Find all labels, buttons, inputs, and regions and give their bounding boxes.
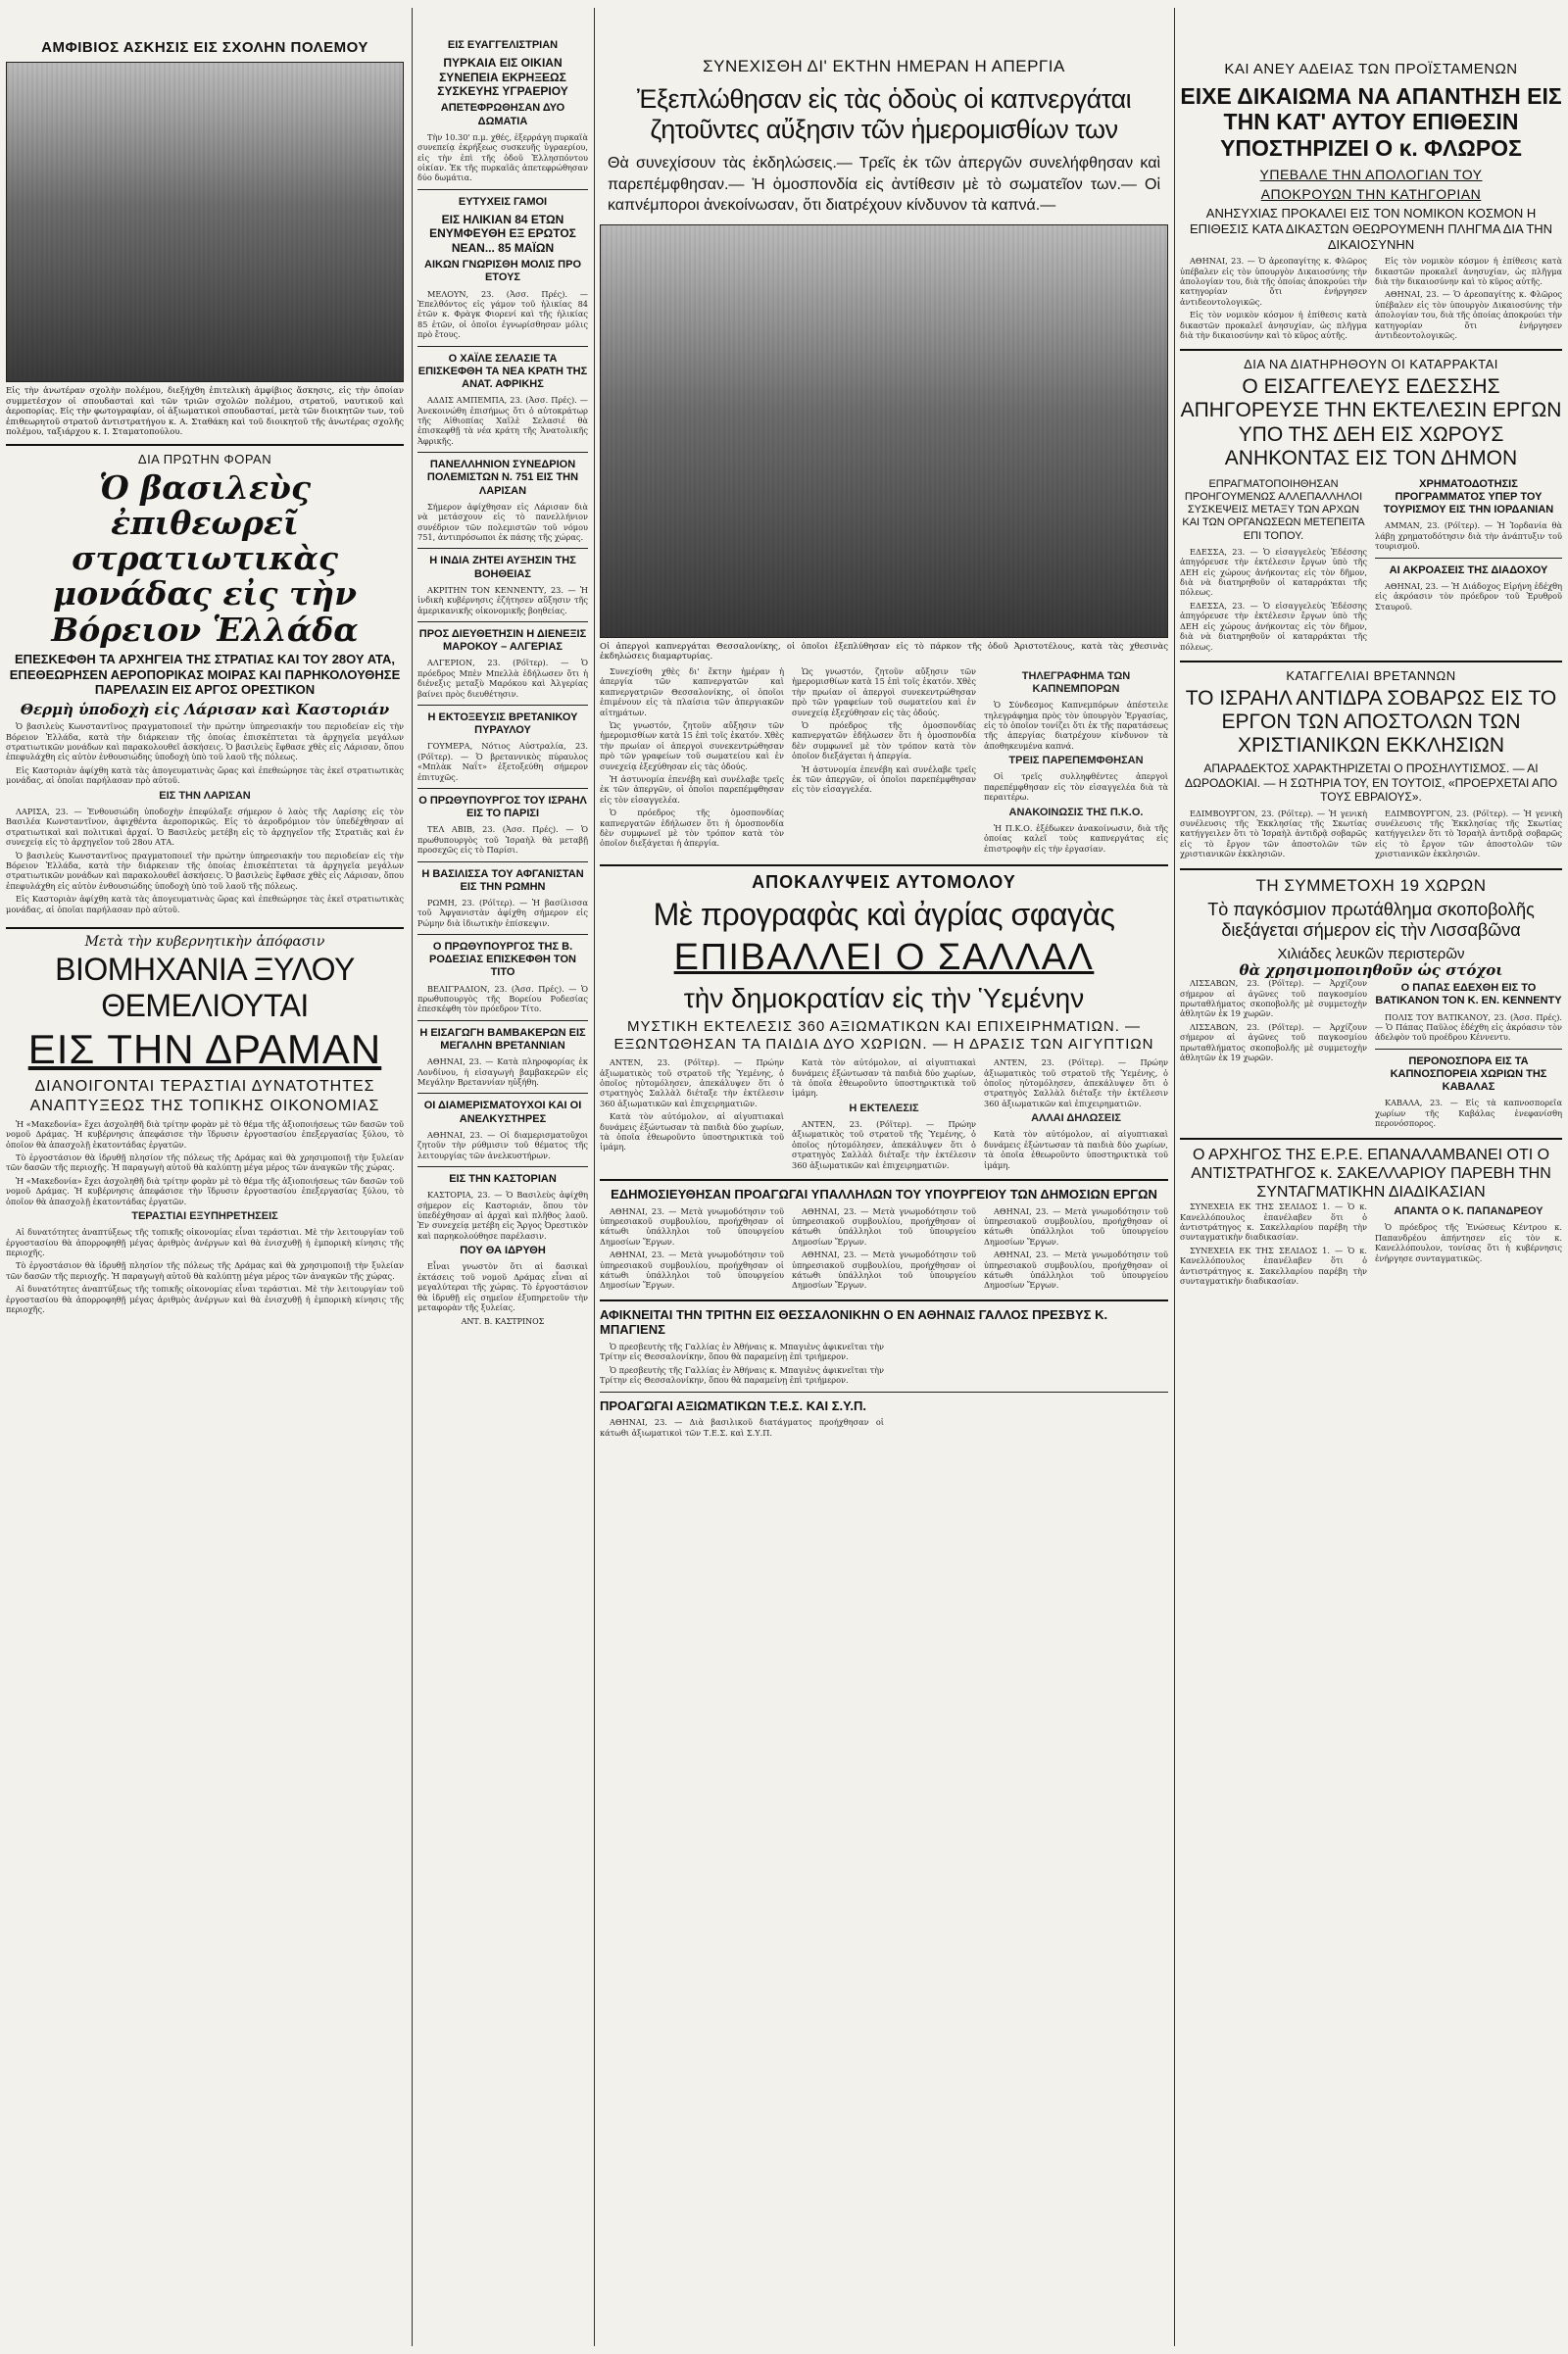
headline-ambassador: ΑΦΙΚΝΕΙΤΑΙ ΤΗΝ ΤΡΙΤΗΝ ΕΙΣ ΘΕΣΣΑΛΟΝΙΚΗΝ Ο ΕΝ ΑΘΗΝΑΙΣ ΓΑΛΛΟΣ ΠΡΕΣΒΥΣ Κ. ΜΠΑΓΙΕΝΣ — [600, 1306, 1108, 1338]
headline: ΕΙΣ ΗΛΙΚΙΑΝ 84 ΕΤΩΝ ΕΝΥΜΦΕΥΘΗ ΕΞ ΕΡΩΤΟΣ ΝΕΑΝ... 85 ΜΑΪΩΝ — [429, 212, 576, 255]
headline: Η ΕΙΣΑΓΩΓΗ ΒΑΜΒΑΚΕΡΩΝ ΕΙΣ ΜΕΓΑΛΗΝ ΒΡΕΤΑΝΝΙΑΝ — [419, 1026, 586, 1053]
deck: ΑΠΟΚΡΟΥΩΝ ΤΗΝ ΚΑΤΗΓΟΡΙΑΝ — [1260, 186, 1482, 203]
kicker-strike: ΣΥΝΕΧΙΣΘΗ ΔΙ' ΕΚΤΗΝ ΗΜΕΡΑΝ Η ΑΠΕΡΓΙΑ — [703, 57, 1065, 75]
article-text: ΓΟΥΜΕΡΑ, Νότιος Αὐστραλία, 23. (Ρόϊτερ). — Ὁ βρεταννικὸς πύραυλος «Μπλὰκ Ναΐτ» ἐξετοξεύθη σήμερον ἐπιτυχῶς. — [417, 741, 588, 782]
news-photo-military-school — [6, 62, 404, 382]
article-text: ΑΝΤΕΝ, 23. (Ρόϊτερ). — Πρώην ἀξιωματικὸς τοῦ στρατοῦ τῆς Ὑεμένης, ὁ ὁποῖος ηὐτομόλησεν, ἀπεκάλυψεν ὅτι ὁ στρατηγὸς Σαλλὰλ διέταξε τὴν ἐκτέλεσιν 360 ἀξιωματικῶν καὶ ἐπιχειρηματιῶν. — [792, 1118, 976, 1170]
kicker-shooting: ΤΗ ΣΥΜΜΕΤΟΧΗ 19 ΧΩΡΩΝ — [1255, 875, 1487, 895]
headline: Ο ΠΡΩΘΥΠΟΥΡΓΟΣ ΤΗΣ Β. ΡΟΔΕΣΙΑΣ ΕΠΙΣΚΕΦΘΗ ΤΟΝ ΤΙΤΟ — [429, 941, 576, 979]
article-text: Ἡ ἀστυνομία ἐπενέβη καὶ συνέλαβε τρεῖς ἐκ τῶν ἀπεργῶν, οἱ ὁποῖοι παρεπέμφθησαν εἰς τὸν εἰσαγγελέα. — [792, 763, 976, 795]
article-text: Ὡς γνωστόν, ζητοῦν αὔξησιν τῶν ἡμερομισθίων κατὰ 15 ἐπὶ τοῖς ἑκατόν. Χθὲς τὴν πρωίαν οἱ ἀπεργοὶ συνεκεντρώθησαν πρὸ τῶν γραφείων τοῦ σωματείου καὶ ἐν συνεχείᾳ ἐξεχύθησαν εἰς τὰς ὁδούς. — [792, 665, 976, 717]
deck: ΑΝΗΣΥΧΙΑΣ ΠΡΟΚΑΛΕΙ ΕΙΣ ΤΟΝ ΝΟΜΙΚΟΝ ΚΟΣΜΟΝ Η ΕΠΙΘΕΣΙΣ ΚΑΤΑ ΔΙΚΑΣΤΩΝ ΘΕΩΡΟΥΜΕΝΗ ΠΛΗΓΜΑ ΔΙΑ ΤΗΝ ΔΙΚΑΙΟΣΥΝΗΝ — [1189, 206, 1553, 252]
article-text: Σήμερον ἀφίχθησαν εἰς Λάρισαν διὰ νὰ μετάσχουν εἰς τὸ πανελλήνιον συνέδριον τῶν πολεμιστῶν τοῦ νόμου 751, ἀντιπρόσωποι ἐκ πάσης τῆς χώρας. — [417, 501, 588, 542]
article-text: ΑΘΗΝΑΙ, 23. — Μετὰ γνωμοδότησιν τοῦ ὑπηρεσιακοῦ συμβουλίου, προήχθησαν οἱ κάτωθι ὑπάλληλοι τοῦ ὑπουργείου Δημοσίων Ἔργων. — [792, 1250, 976, 1291]
headline: Η ΙΝΔΙΑ ΖΗΤΕΙ ΑΥΞΗΣΙΝ ΤΗΣ ΒΟΗΘΕΙΑΣ — [429, 555, 576, 580]
section-label: ΠΟΥ ΘΑ ΙΔΡΥΘΗ — [460, 1245, 546, 1257]
column-3 — [600, 0, 1168, 2354]
article-text: ΑΘΗΝΑΙ, 23. — Οἱ διαμερισματοῦχοι ζητοῦν τὴν ρύθμισιν τοῦ θέματος τῆς λειτουργίας τῶν ἀνελκυστήρων. — [417, 1129, 588, 1160]
article-text: ΑΘΗΝΑΙ, 23. — Μετὰ γνωμοδότησιν τοῦ ὑπηρεσιακοῦ συμβουλίου, προήχθησαν οἱ κάτωθι ὑπάλληλοι τοῦ ὑπουργείου Δημοσίων Ἔργων. — [792, 1205, 976, 1247]
column-1 — [6, 0, 404, 2354]
photo-caption: Εἰς τὴν ἀνωτέραν σχολὴν πολέμου, διεξήχθη ἐπιτελικὴ ἀμφίβιος ἄσκησις, εἰς τὴν ὁποίαν συμμετέσχον οἱ σπουδασταὶ καὶ τῶν τριῶν σχολῶν πολέμου, στρατοῦ, ναυτικοῦ καὶ ἀεροπορίας. Εἰς τὴν φωτογραφίαν, οἱ ἀξιωματικοὶ σπουδασταί, μετὰ τῶν διοικητῶν των, τοῦ ἐπιθεωρητοῦ στρατοῦ ἀντιστρατήγου κ. Α. Σταθάκη καὶ τοῦ διοικητοῦ τῆς ἀνωτέρας σχολῆς πολέμου, ταξιάρχου κ. Ι. Σταματοπούλου. — [6, 386, 404, 437]
article-text: Τὸ ἐργοστάσιον θὰ ἱδρυθῇ πλησίον τῆς πόλεως τῆς Δράμας καὶ θὰ χρησιμοποιῇ τὴν ξυλείαν τῶν δασῶν τῆς περιοχῆς. Ἡ παραγωγὴ αὐτοῦ θὰ καλύπτῃ μέγα μέρος τῶν ἀναγκῶν τῆς χώρας. — [6, 1152, 404, 1173]
article-text: ΑΔΔΙΣ ΑΜΠΕΜΠΑ, 23. (Ἀσσ. Πρές). — Ἀνεκοινώθη ἐπισήμως ὅτι ὁ αὐτοκράτωρ τῆς Αἰθιοπίας Χαϊλὲ Σελασιέ θὰ ἐπισκεφθῇ τὰ νέα κράτη τῆς Ἀνατολικῆς Ἀφρικῆς. — [417, 395, 588, 446]
headline: ΠΕΡΟΝΟΣΠΟΡΑ ΕΙΣ ΤΑ ΚΑΠΝΟΣΠΟΡΕΙΑ ΧΩΡΙΩΝ ΤΗΣ ΚΑΒΑΛΑΣ — [1390, 1054, 1547, 1094]
headline-officers: ΠΡΟΑΓΩΓΑΙ ΑΞΙΩΜΑΤΙΚΩΝ Τ.Ε.Σ. ΚΑΙ Σ.Υ.Π. — [600, 1398, 866, 1413]
subhead-reception: Θερμὴ ὑποδοχὴ εἰς Λάρισαν καὶ Καστοριάν — [20, 700, 390, 718]
headline: Η ΕΚΤΟΞΕΥΣΙΣ ΒΡΕΤΑΝΙΚΟΥ ΠΥΡΑΥΛΟΥ — [427, 711, 578, 737]
headline-king: Ὁ βασιλεὺς ἐπιθεωρεῖ στρατιωτικὰς μονάδας εἰς τὴν Βόρειον Ἑλλάδα — [51, 467, 359, 649]
article-text: Ὁ πρόεδρος τῆς Ἑνώσεως Κέντρου κ. Παπανδρέου ἀπήντησεν εἰς τὸν κ. Κανελλόπουλον, τονίσας ὅτι ἡ κυβέρνησις ἐνήργησε συνταγματικῶς. — [1375, 1222, 1562, 1263]
article-text: ΑΘΗΝΑΙ, 23. — Μετὰ γνωμοδότησιν τοῦ ὑπηρεσιακοῦ συμβουλίου, προήχθησαν οἱ κάτωθι ὑπάλληλοι τοῦ ὑπουργείου Δημοσίων Ἔργων. — [600, 1250, 784, 1291]
article-text: Εἰς τὸν νομικὸν κόσμον ἡ ἐπίθεσις κατὰ δικαστῶν προκαλεῖ ἀνησυχίαν, ὡς πλῆγμα διὰ τὴν δικαιοσύνην καὶ τὸ κῦρος αὐτῆς. — [1180, 310, 1367, 340]
kicker-british: ΚΑΤΑΓΓΕΛΙΑΙ ΒΡΕΤΑΝΝΩΝ — [1286, 667, 1456, 683]
headline: ΟΙ ΔΙΑΜΕΡΙΣΜΑΤΟΥΧΟΙ ΚΑΙ ΟΙ ΑΝΕΛΚΥΣΤΗΡΕΣ — [423, 1100, 582, 1125]
article-text: ΕΔΕΣΣΑ, 23. — Ὁ εἰσαγγελεὺς Ἐδέσσης ἀπηγόρευσε τὴν ἐκτέλεσιν ἔργων ὑπὸ τῆς ΔΕΗ εἰς χώρους ἀνήκοντας εἰς τὸν δῆμον, διὰ νὰ διατηρηθοῦν οἱ καταρράκται τῆς πόλεως. — [1180, 546, 1367, 598]
article-text: Ἡ Π.Κ.Ο. ἐξέδωκεν ἀνακοίνωσιν, διὰ τῆς ὁποίας καλεῖ τοὺς καπνεργάτας εἰς ἐπιστροφὴν εἰς τὴν ἐργασίαν. — [984, 822, 1168, 854]
news-photo-tobacco-strike — [600, 224, 1168, 638]
article-text: ΑΘΗΝΑΙ, 23. — Ὁ ἀρεοπαγίτης κ. Φλῶρος ὑπέβαλεν εἰς τὸν ὑπουργὸν Δικαιοσύνης τὴν ἀπολογίαν του, διὰ τῆς ὁποίας ἀποκρούει τὴν κατηγορίαν ὅτι ἐνήργησεν ἀντιδεοντολογικῶς. — [1375, 289, 1562, 340]
column-4 — [1180, 0, 1562, 2354]
article-text: Ὁ βασιλεὺς Κωνσταντῖνος πραγματοποιεῖ τὴν πρώτην ὑπηρεσιακήν του περιοδείαν εἰς τὴν Βόρειον Ἑλλάδα, κατὰ τὴν διάρκειαν τῆς ὁποίας ἐπισκέπτεται τὰ ἀρχηγεῖα μεγάλων στρατιωτικῶν μονάδων καὶ παρακολουθεῖ ἀσκήσεις. Ὁ βασιλεὺς ἔφθασε χθὲς εἰς Λάρισαν, ὅπου ἐπεφυλάχθη εἰς αὐτὸν ἐνθουσιώδης ὑποδοχὴ ὑπὸ τοῦ λαοῦ τῆς πόλεως. — [6, 850, 404, 891]
subhead: ΑΠΕΤΕΦΡΩΘΗΣΑΝ ΔΥΟ ΔΩΜΑΤΙΑ — [440, 102, 565, 127]
column-2 — [417, 0, 588, 2354]
headline: Η ΒΑΣΙΛΙΣΣΑ ΤΟΥ ΑΦΓΑΝΙΣΤΑΝ ΕΙΣ ΤΗΝ ΡΩΜΗΝ — [421, 867, 584, 893]
headline-ere: Ο ΑΡΧΗΓΟΣ ΤΗΣ Ε.Ρ.Ε. ΕΠΑΝΑΛΑΜΒΑΝΕΙ ΟΤΙ Ο ΑΝΤΙΣΤΡΑΤΗΓΟΣ κ. ΣΑΚΕΛΛΑΡΙΟΥ ΠΑΡΕΒΗ ΤΗΝ ΣΥΝΤΑΓΜΑΤΙΚΗΝ ΔΙΑΔΙΚΑΣΙΑΝ — [1191, 1146, 1551, 1201]
deck: ΥΠΕΒΑΛΕ ΤΗΝ ΑΠΟΛΟΓΙΑΝ ΤΟΥ — [1259, 167, 1483, 183]
article-text: ΑΛΓΕΡΙΟΝ, 23. (Ρόϊτερ). — Ὁ πρόεδρος Μπὲν Μπελλὰ ἐδήλωσεν ὅτι ἡ διένεξις μεταξὺ Μαρόκου καὶ Ἀλγερίας βαίνει πρὸς διευθέτησιν. — [417, 658, 588, 699]
headline-strike: Ἐξεπλώθησαν εἰς τὰς ὁδοὺς οἱ καπνεργάται ζητοῦντες αὔξησιν τῶν ἡμερομισθίων των — [636, 84, 1132, 145]
article-text: ΑΘΗΝΑΙ, 23. — Μετὰ γνωμοδότησιν τοῦ ὑπηρεσιακοῦ συμβουλίου, προήχθησαν οἱ κάτωθι ὑπάλληλοι τοῦ ὑπουργείου Δημοσίων Ἔργων. — [984, 1250, 1168, 1291]
article-text: ΜΕΛΟΥΝ, 23. (Ἀσσ. Πρές). — Ἐπελθόντος εἰς γάμον τοῦ ἠλικίας 84 ἐτῶν κ. Φρὰγκ Φιορενί καὶ τῆς ἡλικίας 85 ἐτῶν, οἱ ὁποῖοι ἐγνωρίσθησαν μόλις πρὸ ἔτους. — [417, 288, 588, 340]
headline-yemen-c: τὴν δημοκρατίαν εἰς τὴν Ὑεμένην — [683, 983, 1085, 1014]
article-text: Ὡς γνωστόν, ζητοῦν αὔξησιν τῶν ἡμερομισθίων κατὰ 15 ἐπὶ τοῖς ἑκατόν. Χθὲς τὴν πρωίαν οἱ ἀπεργοὶ συνεκεντρώθησαν πρὸ τῶν γραφείων τοῦ σωματείου καὶ ἐν συνεχείᾳ ἐξεχύθησαν εἰς τὰς ὁδούς. — [600, 719, 784, 771]
article-text: Ὁ πρεσβευτὴς τῆς Γαλλίας ἐν Ἀθήναις κ. Μπαγιὲνς ἀφικνεῖται τὴν Τρίτην εἰς Θεσσαλονίκην, ὅπου θὰ παραμείνῃ ἐπὶ τριήμερον. — [600, 1341, 884, 1362]
article-text: ΣΥΝΕΧΕΙΑ ΕΚ ΤΗΣ ΣΕΛΙΔΟΣ 1. — Ὁ κ. Κανελλόπουλος ἐπανέλαβεν ὅτι ὁ ἀντιστράτηγος κ. Σακελλαρίου παρέβη τὴν συνταγματικὴν διαδικασίαν. — [1180, 1245, 1367, 1286]
article-text: ΤΕΛ ΑΒΙΒ, 23. (Ἀσσ. Πρές). — Ὁ πρωθυπουργὸς τοῦ Ἰσραὴλ θὰ μεταβῇ προσεχῶς εἰς τὸ Παρίσι. — [417, 824, 588, 856]
headline-israel: ΤΟ ΙΣΡΑΗΛ ΑΝΤΙΔΡΑ ΣΟΒΑΡΩΣ ΕΙΣ ΤΟ ΕΡΓΟΝ ΤΩΝ ΑΠΟΣΤΟΛΩΝ ΤΩΝ ΧΡΙΣΤΙΑΝΙΚΩΝ ΕΚΚΛΗΣΙΩΝ — [1185, 686, 1557, 758]
article-text: Τὴν 10.30' π.μ. χθές, ἐξερράγη πυρκαϊὰ συνεπείᾳ ἐκρήξεως συσκευῆς ὑγραερίου, εἰς τὴν ἐπὶ τῆς ὁδοῦ Ἑλλησπόντου οἰκίαν. Ἐκ τῆς πυρκαϊᾶς ἀπετεφρώθησαν δύο δωμάτια. — [417, 131, 588, 183]
article-text: Ὁ πρόεδρος τῆς ὁμοσπονδίας καπνεργατῶν ἐδήλωσεν ὅτι ἡ ὁμοσπονδία δὲν συμφωνεῖ μὲ τὸν τρόπον κατὰ τὸν ὁποῖον διεξάγεται ἡ ἀπεργία. — [792, 719, 976, 761]
kicker: ΕΥΤΥΧΕΙΣ ΓΑΜΟΙ — [458, 195, 548, 208]
column-rule — [412, 8, 413, 2346]
headline: ΠΥΡΚΑΙΑ ΕΙΣ ΟΙΚΙΑΝ ΣΥΝΕΠΕΙΑ ΕΚΡΗΞΕΩΣ ΣΥΣΚΕΥΗΣ ΥΓΡΑΕΡΙΟΥ — [437, 56, 568, 98]
article-text: Ὁ πρεσβευτὴς τῆς Γαλλίας ἐν Ἀθήναις κ. Μπαγιὲνς ἀφικνεῖται τὴν Τρίτην εἰς Θεσσαλονίκην, ὅπου θὰ παραμείνῃ ἐπὶ τριήμερον. — [600, 1364, 884, 1386]
headline-edessa: Ο ΕΙΣΑΓΓΕΛΕΥΣ ΕΔΕΣΣΗΣ ΑΠΗΓΟΡΕΥΣΕ ΤΗΝ ΕΚΤΕΛΕΣΙΝ ΕΡΓΩΝ ΥΠΟ ΤΗΣ ΔΕΗ ΕΙΣ ΧΩΡΟΥΣ ΑΝΗΚΟΝΤΑΣ ΕΙΣ ΤΟΝ ΔΗΜΟΝ — [1180, 375, 1562, 469]
kicker: ΕΙΣ ΕΥΑΓΓΕΛΙΣΤΡΙΑΝ — [447, 39, 559, 51]
section-label: ΕΙΣ ΤΗΝ ΛΑΡΙΣΑΝ — [159, 789, 251, 802]
deck: ΕΠΡΑΓΜΑΤΟΠΟΙΗΘΗΣΑΝ ΠΡΟΗΓΟΥΜΕΝΩΣ ΑΛΛΕΠΑΛΛΗΛΟΙ ΣΥΣΚΕΨΕΙΣ ΜΕΤΑΞΥ ΤΩΝ ΑΡΧΩΝ ΚΑΙ ΤΩΝ ΟΡΓΑΝΩΣΕΩΝ ΜΕΤΕΠΕΙΤΑ ΕΠΙ ΤΟΠΟΥ. — [1182, 477, 1365, 542]
subhead: ΑΙΚΩΝ ΓΝΩΡΙΣΘΗ ΜΟΛΙΣ ΠΡΟ ΕΤΟΥΣ — [424, 259, 581, 284]
headline-shooting: Τὸ παγκόσμιον πρωτάθλημα σκοποβολῆς διεξάγεται σήμερον εἰς τὴν Λισσαβῶνα — [1207, 899, 1535, 941]
subhead-yemen: ΜΥΣΤΙΚΗ ΕΚΤΕΛΕΣΙΣ 360 ΑΞΙΩΜΑΤΙΚΩΝ ΚΑΙ ΕΠΙΧΕΙΡΗΜΑΤΙΩΝ. — ΕΞΩΝΤΩΘΗΣΑΝ ΤΑ ΠΑΙΔΙΑ ΔΥΟ ΧΩΡΙΩΝ. — Η ΔΡΑΣΙΣ ΤΩΝ ΑΙΓΥΠΤΙΩΝ — [613, 1018, 1154, 1054]
headline: ΠΡΟΣ ΔΙΕΥΘΕΤΗΣΙΝ Η ΔΙΕΝΕΞΙΣ ΜΑΡΟΚΟΥ – ΑΛΓΕΡΙΑΣ — [418, 627, 587, 654]
section-label: ΤΡΕΙΣ ΠΑΡΕΠΕΜΦΘΗΣΑΝ — [1008, 755, 1144, 767]
headline-wood-industry: ΒΙΟΜΗΧΑΝΙΑ ΞΥΛΟΥ ΘΕΜΕΛΙΟΥΤΑΙ — [55, 952, 355, 1024]
headline-floros: ΕΙΧΕ ΔΙΚΑΙΩΜΑ ΝΑ ΑΠΑΝΤΗΣΗ ΕΙΣ ΤΗΝ ΚΑΤ' ΑΥΤΟΥ ΕΠΙΘΕΣΙΝ ΥΠΟΣΤΗΡΙΖΕΙ Ο κ. ΦΛΩΡΟΣ — [1180, 83, 1562, 161]
kicker: ΔΙΑ ΠΡΩΤΗΝ ΦΟΡΑΝ — [137, 451, 272, 466]
article-text: ΑΘΗΝΑΙ, 23. — Μετὰ γνωμοδότησιν τοῦ ὑπηρεσιακοῦ συμβουλίου, προήχθησαν οἱ κάτωθι ὑπάλληλοι τοῦ ὑπουργείου Δημοσίων Ἔργων. — [600, 1205, 784, 1247]
article-text: ΑΘΗΝΑΙ, 23. — Κατὰ πληροφορίας ἐκ Λονδίνου, ἡ εἰσαγωγὴ βαμβακερῶν εἰς Μεγάλην Βρεταννίαν ηὐξήθη. — [417, 1056, 588, 1088]
article-text: ΑΝΤΕΝ, 23. (Ρόϊτερ). — Πρώην ἀξιωματικὸς τοῦ στρατοῦ τῆς Ὑεμένης, ὁ ὁποῖος ηὐτομόλησεν, ἀπεκάλυψεν ὅτι ὁ στρατηγὸς Σαλλὰλ διέταξε τὴν ἐκτέλεσιν 360 ἀξιωματικῶν καὶ ἐπιχειρηματιῶν. — [600, 1057, 784, 1108]
section-label: ΤΕΡΑΣΤΙΑΙ ΕΞΥΠΗΡΕΤΗΣΕΙΣ — [131, 1209, 278, 1222]
article-text: ΑΝΤΕΝ, 23. (Ρόϊτερ). — Πρώην ἀξιωματικὸς τοῦ στρατοῦ τῆς Ὑεμένης, ὁ ὁποῖος ηὐτομόλησεν, ἀπεκάλυψεν ὅτι ὁ στρατηγὸς Σαλλὰλ διέταξε τὴν ἐκτέλεσιν 360 ἀξιωματικῶν καὶ ἐπιχειρηματιῶν. — [984, 1057, 1168, 1108]
section-label: ΑΠΑΝΤΑ Ο Κ. ΠΑΠΑΝΔΡΕΟΥ — [1394, 1205, 1544, 1218]
article-text: ΕΔΕΣΣΑ, 23. — Ὁ εἰσαγγελεὺς Ἐδέσσης ἀπηγόρευσε τὴν ἐκτέλεσιν ἔργων ὑπὸ τῆς ΔΕΗ εἰς χώρους ἀνήκοντας εἰς τὸν δῆμον, διὰ νὰ διατηρηθοῦν οἱ καταρράκται τῆς πόλεως. — [1180, 600, 1367, 652]
photo-caption: Οἱ ἀπεργοὶ καπνεργάται Θεσσαλονίκης, οἱ ὁποῖοι ἐξεπλύθησαν εἰς τὸ πάρκον τῆς ὁδοῦ Ἀριστοτέλους, κατὰ τὰς χθεσινὰς ἐκδηλώσεις διαμαρτυρίας. — [600, 641, 1168, 662]
article-text: ΛΑΡΙΣΑ, 23. — Ἐνθουσιώδη ὑποδοχὴν ἐπεφύλαξε σήμερον ὁ λαὸς τῆς Λαρίσης εἰς τὸν Βασιλέα Κωνσταντῖνον, ἀφιχθέντα ἀεροπορικῶς. Εἰς τὸ ἀεροδρόμιον τὸν ὑπεδέχθησαν αἱ στρατιωτικαὶ καὶ πολιτικαὶ ἀρχαί. Ὁ Βασιλεὺς μετέβη εἰς τὸ ἀρχηγεῖον τῆς Στρατιᾶς καὶ ἐν συνεχείᾳ εἰς τὸ ἀρχηγεῖον τοῦ 28ου ΑΤΑ. — [6, 806, 404, 848]
deck-strike: Θὰ συνεχίσουν τὰς ἐκδηλώσεις.— Τρεῖς ἐκ τῶν ἀπεργῶν συνελήφθησαν καὶ παρεπέμφθησαν.— Ἡ ὁμοσπονδία εἰς ἀντίθεσιν μὲ τὸ σωματεῖον των.— Οἱ καπνέμποροι ἀνεκοίνωσαν, ὅτι διατρέχουν κίνδυνον τὰ καπνά.— — [608, 155, 1160, 215]
author-signature: ΑΝΤ. Β. ΚΑΣΤΡΙΝΟΣ — [461, 1316, 545, 1326]
article-text: Εἰς Καστοριὰν ἀφίχθη κατὰ τὰς ἀπογευματινὰς ὥρας καὶ ἐπεθεώρησε τὰς ἐκεῖ στρατιωτικὰς μονάδας, αἱ ὁποῖαι παρήλασαν πρὸ αὐτοῦ. — [6, 764, 404, 786]
article-text: ΑΜΜΑΝ, 23. (Ρόϊτερ). — Ἡ Ἰορδανία θὰ λάβῃ χρηματοδότησιν διὰ τὴν ἀνάπτυξιν τοῦ τουρισμοῦ. — [1375, 520, 1562, 552]
deck: ΑΠΑΡΑΔΕΚΤΟΣ ΧΑΡΑΚΤΗΡΙΖΕΤΑΙ Ο ΠΡΟΣΗΛΥΤΙΣΜΟΣ. — ΑΙ ΔΩΡΟΔΟΚΙΑΙ. — Η ΣΩΤΗΡΙΑ ΤΟΥ, ΕΝ ΤΟΥΤΟΙΣ, «ΠΡΟΕΡΧΕΤΑΙ ΑΠΟ ΤΟΥΣ ΕΒΡΑΙΟΥΣ». — [1184, 761, 1558, 805]
subhead-king: ΕΠΕΣΚΕΦΘΗ ΤΑ ΑΡΧΗΓΕΙΑ ΤΗΣ ΣΤΡΑΤΙΑΣ ΚΑΙ ΤΟΥ 28ΟΥ ΑΤΑ, ΕΠΕΘΕΩΡΗΣΕΝ ΑΕΡΟΠΟΡΙΚΑΣ ΜΟΙΡΑΣ ΚΑΙ ΠΑΡΗΚΟΛΟΥΘΗΣΕ ΠΑΡΕΛΑΣΙΝ ΕΙΣ ΑΡΓΟΣ ΟΡΕΣΤΙΚΟΝ — [9, 651, 401, 698]
headline-yemen-b: ΕΠΙΒΑΛΛΕΙ Ο ΣΑΛΛΑΛ — [673, 937, 1095, 979]
article-text: Αἱ δυνατότητες ἀναπτύξεως τῆς τοπικῆς οἰκονομίας εἶναι τεράστιαι. Μὲ τὴν λειτουργίαν τοῦ ἐργοστασίου θὰ ἀπορροφηθῇ μέγας ἀριθμὸς ἀνέργων καὶ θὰ ἐνισχυθῇ ἡ ἐμπορικὴ κίνησις τῆς περιοχῆς. — [6, 1284, 404, 1314]
article-text: ΕΔΙΜΒΟΥΡΓΟΝ, 23. (Ρόϊτερ). — Ἡ γενικὴ συνέλευσις τῆς Ἐκκλησίας τῆς Σκωτίας κατήγγειλεν ὅτι τὸ Ἰσραὴλ ἀντιδρᾷ σοβαρῶς εἰς τὸ ἔργον τῶν ἀποστολῶν τῶν χριστιανικῶν ἐκκλησιῶν. — [1180, 808, 1367, 859]
headline-yemen-a: Μὲ προγραφὰς καὶ ἀγρίας σφαγὰς — [653, 897, 1115, 933]
kicker-waterfalls: ΔΙΑ ΝΑ ΔΙΑΤΗΡΗΘΟΥΝ ΟΙ ΚΑΤΑΡΡΑΚΤΑΙ — [1244, 357, 1498, 372]
article-text: ΚΑΣΤΟΡΙΑ, 23. — Ὁ Βασιλεὺς ἀφίχθη σήμερον εἰς Καστοριάν, ὅπου τὸν ὑπεδέχθησαν αἱ ἀρχαὶ καὶ πλῆθος λαοῦ. Ἐν συνεχείᾳ μετέβη εἰς Ἄργος Ὀρεστικὸν καὶ παρηκολούθησε παρέλασιν. — [417, 1190, 588, 1241]
subhead-industry: ΔΙΑΝΟΙΓΟΝΤΑΙ ΤΕΡΑΣΤΙΑΙ ΔΥΝΑΤΟΤΗΤΕΣ ΑΝΑΠΤΥΞΕΩΣ ΤΗΣ ΤΟΠΙΚΗΣ ΟΙΚΟΝΟΜΙΑΣ — [29, 1078, 380, 1114]
article-text: Ἡ ἀστυνομία ἐπενέβη καὶ συνέλαβε τρεῖς ἐκ τῶν ἀπεργῶν, οἱ ὁποῖοι παρεπέμφθησαν εἰς τὸν εἰσαγγελέα. — [600, 773, 784, 805]
article-text: Εἰς Καστοριὰν ἀφίχθη κατὰ τὰς ἀπογευματινὰς ὥρας καὶ ἐπεθεώρησε τὰς ἐκεῖ στρατιωτικὰς μονάδας, αἱ ὁποῖαι παρήλασαν πρὸ αὐτοῦ. — [6, 894, 404, 914]
article-text: ΠΟΛΙΣ ΤΟΥ ΒΑΤΙΚΑΝΟΥ, 23. (Ἀσσ. Πρές). — Ὁ Πάπας Παῦλος ἐδέχθη εἰς ἀκρόασιν τὸν ἀδελφὸν τοῦ προέδρου Κέννεντυ. — [1375, 1011, 1562, 1043]
headline: ΠΑΝΕΛΛΗΝΙΟΝ ΣΥΝΕΔΡΙΟΝ ΠΟΛΕΜΙΣΤΩΝ Ν. 751 ΕΙΣ ΤΗΝ ΛΑΡΙΣΑΝ — [426, 459, 579, 497]
article-text: ΡΩΜΗ, 23. (Ρόϊτερ). — Ἡ βασίλισσα τοῦ Ἀφγανιστὰν ἀφίχθη σήμερον εἰς Ρώμην διὰ ἰδιωτικὴν ἐπίσκεψιν. — [417, 897, 588, 928]
column-rule — [594, 8, 595, 2346]
article-text: ΣΥΝΕΧΕΙΑ ΕΚ ΤΗΣ ΣΕΛΙΔΟΣ 1. — Ὁ κ. Κανελλόπουλος ἐπανέλαβεν ὅτι ὁ ἀντιστράτηγος κ. Σακελλαρίου παρέβη τὴν συνταγματικὴν διαδικασίαν. — [1180, 1202, 1367, 1243]
article-text: ΑΘΗΝΑΙ, 23. — Ὁ ἀρεοπαγίτης κ. Φλῶρος ὑπέβαλεν εἰς τὸν ὑπουργὸν Δικαιοσύνης τὴν ἀπολογίαν του, διὰ τῆς ὁποίας ἀποκρούει τὴν κατηγορίαν ὅτι ἐνήργησεν ἀντιδεοντολογικῶς. — [1180, 256, 1368, 307]
article-text: ΚΑΒΑΛΑ, 23. — Εἰς τὰ καπνοσπορεῖα χωρίων τῆς Καβάλας ἐνεφανίσθη περονόσπορος. — [1375, 1098, 1562, 1129]
headline-promotions: ΕΔΗΜΟΣΙΕΥΘΗΣΑΝ ΠΡΟΑΓΩΓΑΙ ΥΠΑΛΛΗΛΩΝ ΤΟΥ ΥΠΟΥΡΓΕΙΟΥ ΤΩΝ ΔΗΜΟΣΙΩΝ ΕΡΓΩΝ — [611, 1186, 1157, 1202]
headline: ΧΡΗΜΑΤΟΔΟΤΗΣΙΣ ΠΡΟΓΡΑΜΜΑΤΟΣ ΥΠΕΡ ΤΟΥ ΤΟΥΡΙΣΜΟΥ ΕΙΣ ΤΗΝ ΙΟΡΔΑΝΙΑΝ — [1383, 477, 1554, 516]
article-text: Οἱ τρεῖς συλληφθέντες ἀπεργοὶ παρεπέμφθησαν εἰς τὸν εἰσαγγελέα διὰ τὰ περαιτέρω. — [984, 771, 1168, 803]
headline-doves: Χιλιάδες λευκῶν περιστερῶν — [1277, 945, 1465, 962]
article-text: ΑΘΗΝΑΙ, 23. — Διὰ βασιλικοῦ διατάγματος προήχθησαν οἱ κάτωθι ἀξιωματικοὶ τῶν Τ.Ε.Σ. καὶ Σ.Υ.Π. — [600, 1417, 884, 1438]
article-text: Ἡ «Μακεδονία» ἔχει ἀσχοληθῆ διὰ τρίτην φορὰν μὲ τὸ θέμα τῆς ἀξιοποιήσεως τῶν δασῶν τοῦ νομοῦ Δράμας. Ἡ κυβέρνησις ἀπεφάσισε τὴν ἵδρυσιν ἐργοστασίου ἐπεξεργασίας ξύλου, τὸ ὁποῖον θὰ ἀπασχολῇ ἑκατοντάδας ἐργατῶν. — [6, 1118, 404, 1150]
headline: Ο ΠΡΩΘΥΠΟΥΡΓΟΣ ΤΟΥ ΙΣΡΑΗΛ ΕΙΣ ΤΟ ΠΑΡΙΣΙ — [418, 794, 587, 820]
article-text: ΑΘΗΝΑΙ, 23. — Μετὰ γνωμοδότησιν τοῦ ὑπηρεσιακοῦ συμβουλίου, προήχθησαν οἱ κάτωθι ὑπάλληλοι τοῦ ὑπουργείου Δημοσίων Ἔργων. — [984, 1205, 1168, 1247]
article-text: Εἰς τὸν νομικὸν κόσμον ἡ ἐπίθεσις κατὰ δικαστῶν προκαλεῖ ἀνησυχίαν, ὡς πλῆγμα διὰ τὴν δικαιοσύνην καὶ τὸ κῦρος αὐτῆς. — [1375, 256, 1562, 286]
article-text: Ἡ «Μακεδονία» ἔχει ἀσχοληθῆ διὰ τρίτην φορὰν μὲ τὸ θέμα τῆς ἀξιοποιήσεως τῶν δασῶν τοῦ νομοῦ Δράμας. Ἡ κυβέρνησις ἀπεφάσισε τὴν ἵδρυσιν ἐργοστασίου ἐπεξεργασίας ξύλου, τὸ ὁποῖον θὰ ἀπασχολῇ ἑκατοντάδας ἐργατῶν. — [6, 1175, 404, 1206]
article-text: ΒΕΛΙΓΡΑΔΙΟΝ, 23. (Ἀσσ. Πρές). — Ὁ πρωθυπουργὸς τῆς Βορείου Ροδεσίας ἐπεσκέφθη τὸν πρόεδρον Τίτο. — [417, 983, 588, 1014]
article-text: Κατὰ τὸν αὐτόμολον, αἱ αἰγυπτιακαὶ δυνάμεις ἐξώντωσαν τὰ παιδιὰ δύο χωρίων, τὰ ὁποῖα ἐθεωροῦντο ὑποστηρικτικὰ τοῦ ἰμάμη. — [984, 1129, 1168, 1170]
article-text: ΛΙΣΣΑΒΩΝ, 23. (Ρόϊτερ). — Ἀρχίζουν σήμερον αἱ ἀγῶνες τοῦ παγκοσμίου πρωταθλήματος σκοποβολῆς μὲ συμμετοχὴν ἀθλητῶν ἐκ 19 χωρῶν. — [1180, 978, 1367, 1019]
article-text: Ὁ βασιλεὺς Κωνσταντῖνος πραγματοποιεῖ τὴν πρώτην ὑπηρεσιακήν του περιοδείαν εἰς τὴν Βόρειον Ἑλλάδα, κατὰ τὴν διάρκειαν τῆς ὁποίας ἐπισκέπτεται τὰ ἀρχηγεῖα μεγάλων στρατιωτικῶν μονάδων καὶ παρακολουθεῖ ἀσκήσεις. Ὁ βασιλεὺς ἔφθασε χθὲς εἰς Λάρισαν, ὅπου ἐπεφυλάχθη εἰς αὐτὸν ἐνθουσιώδης ὑποδοχὴ ὑπὸ τοῦ λαοῦ τῆς πόλεως. — [6, 721, 404, 762]
headline: ΑΙ ΑΚΡΟΑΣΕΙΣ ΤΗΣ ΔΙΑΔΟΧΟΥ — [1389, 564, 1548, 576]
section-label: ΑΛΛΑΙ ΔΗΛΩΣΕΙΣ — [1031, 1112, 1121, 1125]
headline: Ο ΠΑΠΑΣ ΕΔΕΧΘΗ ΕΙΣ ΤΟ ΒΑΤΙΚΑΝΟΝ ΤΟΝ Κ. ΕΝ. ΚΕΝΝΕΝΤΥ — [1375, 982, 1562, 1007]
kicker-yemen: ΑΠΟΚΑΛΥΨΕΙΣ ΑΥΤΟΜΟΛΟΥ — [752, 872, 1016, 893]
photo-header: ΑΜΦΙΒΙΟΣ ΑΣΚΗΣΙΣ ΕΙΣ ΣΧΟΛΗΝ ΠΟΛΕΜΟΥ — [41, 39, 368, 56]
article-text: Εἶναι γνωστὸν ὅτι αἱ δασικαὶ ἐκτάσεις τοῦ νομοῦ Δράμας εἶναι αἱ μεγαλύτεραι τῆς χώρας. Τὸ ἐργοστάσιον θὰ ἱδρυθῇ εἰς σημεῖον ἐξυπηρετοῦν τὴν μεταφορὰν τῆς ξυλείας. — [417, 1261, 588, 1313]
section-label: ΕΙΣ ΤΗΝ ΚΑΣΤΟΡΙΑΝ — [449, 1173, 557, 1186]
article-text: Ὁ πρόεδρος τῆς ὁμοσπονδίας καπνεργατῶν ἐδήλωσεν ὅτι ἡ ὁμοσπονδία δὲν συμφωνεῖ μὲ τὸν τρόπον κατὰ τὸν ὁποῖον διεξάγεται ἡ ἀπεργία. — [600, 808, 784, 849]
section-label: Η ΕΚΤΕΛΕΣΙΣ — [849, 1102, 919, 1114]
article-text: Ὁ Σύνδεσμος Καπνεμπόρων ἀπέστειλε τηλεγράφημα πρὸς τὸν ὑπουργὸν Ἐργασίας, εἰς τὸ ὁποῖον τονίζει ὅτι ἐκ τῆς παρατάσεως τῆς ἀπεργίας διατρέχουν κίνδυνον τὰ ἀποθηκευμένα καπνά. — [984, 700, 1168, 751]
article-text: Κατὰ τὸν αὐτόμολον, αἱ αἰγυπτιακαὶ δυνάμεις ἐξώντωσαν τὰ παιδιὰ δύο χωρίων, τὰ ὁποῖα ἐθεωροῦντο ὑποστηρικτικὰ τοῦ ἰμάμη. — [600, 1111, 784, 1152]
article-text: Αἱ δυνατότητες ἀναπτύξεως τῆς τοπικῆς οἰκονομίας εἶναι τεράστιαι. Μὲ τὴν λειτουργίαν τοῦ ἐργοστασίου θὰ ἀπορροφηθῇ μέγας ἀριθμὸς ἀνέργων καὶ θὰ ἐνισχυθῇ ἡ ἐμπορικὴ κίνησις τῆς περιοχῆς. — [6, 1227, 404, 1257]
column-rule — [1174, 8, 1175, 2346]
kicker-industry: Μετὰ τὴν κυβερνητικὴν ἀπόφασιν — [84, 933, 325, 950]
article-text: ΕΔΙΜΒΟΥΡΓΟΝ, 23. (Ρόϊτερ). — Ἡ γενικὴ συνέλευσις τῆς Ἐκκλησίας τῆς Σκωτίας κατήγγειλεν ὅτι τὸ Ἰσραὴλ ἀντιδρᾷ σοβαρῶς εἰς τὸ ἔργον τῶν ἀποστολῶν τῶν χριστιανικῶν ἐκκλησιῶν. — [1375, 808, 1562, 859]
article-text: Τὸ ἐργοστάσιον θὰ ἱδρυθῇ πλησίον τῆς πόλεως τῆς Δράμας καὶ θὰ χρησιμοποιῇ τὴν ξυλείαν τῶν δασῶν τῆς περιοχῆς. Ἡ παραγωγὴ αὐτοῦ θὰ καλύπτῃ μέγα μέρος τῶν ἀναγκῶν τῆς χώρας. — [6, 1260, 404, 1281]
headline-drama: ΕΙΣ ΤΗΝ ΔΡΑΜΑΝ — [27, 1026, 382, 1073]
article-text: ΛΙΣΣΑΒΩΝ, 23. (Ρόϊτερ). — Ἀρχίζουν σήμερον αἱ ἀγῶνες τοῦ παγκοσμίου πρωταθλήματος σκοποβολῆς μὲ συμμετοχὴν ἀθλητῶν ἐκ 19 χωρῶν. — [1180, 1021, 1367, 1063]
headline: Ο ΧΑΪΛΕ ΣΕΛΑΣΙΕ ΤΑ ΕΠΙΣΚΕΦΘΗ ΤΑ ΝΕΑ ΚΡΑΤΗ ΤΗΣ ΑΝΑΤ. ΑΦΡΙΚΗΣ — [417, 352, 588, 390]
headline-targets: θὰ χρησιμοποιηθοῦν ὡς στόχοι — [1239, 960, 1503, 979]
article-text: Συνεχίσθη χθὲς δι' ἕκτην ἡμέραν ἡ ἀπεργία τῶν καπνεργατῶν καὶ καπνεργατριῶν Θεσσαλονίκης, οἱ ὁποῖοι ἐπιμένουν εἰς τὰ πλαίσια τῶν ἀπεργιακῶν αἰτημάτων. — [600, 665, 784, 717]
article-text: ΑΚΡΙΤΗΝ ΤΟΝ ΚΕΝΝΕΝΤΥ, 23. — Ἡ ἰνδικὴ κυβέρνησις ἐζήτησεν αὔξησιν τῆς ἀμερικανικῆς οἰκονομικῆς βοηθείας. — [417, 584, 588, 615]
article-text: ΑΘΗΝΑΙ, 23. — Ἡ Διάδοχος Εἰρήνη ἐδέχθη εἰς ἀκρόασιν τὸν πρόεδρον τοῦ Ἐρυθροῦ Σταυροῦ. — [1375, 580, 1562, 612]
article-text: Κατὰ τὸν αὐτόμολον, αἱ αἰγυπτιακαὶ δυνάμεις ἐξώντωσαν τὰ παιδιὰ δύο χωρίων, τὰ ὁποῖα ἐθεωροῦντο ὑποστηρικτικὰ τοῦ ἰμάμη. — [792, 1057, 976, 1099]
section-label: ΤΗΛΕΓΡΑΦΗΜΑ ΤΩΝ ΚΑΠΝΕΜΠΟΡΩΝ — [1021, 669, 1131, 696]
kicker-floros: ΚΑΙ ΑΝΕΥ ΑΔΕΙΑΣ ΤΩΝ ΠΡΟΪΣΤΑΜΕΝΩΝ — [1224, 61, 1518, 77]
section-label: ΑΝΑΚΟΙΝΩΣΙΣ ΤΗΣ Π.Κ.Ο. — [1008, 806, 1144, 818]
